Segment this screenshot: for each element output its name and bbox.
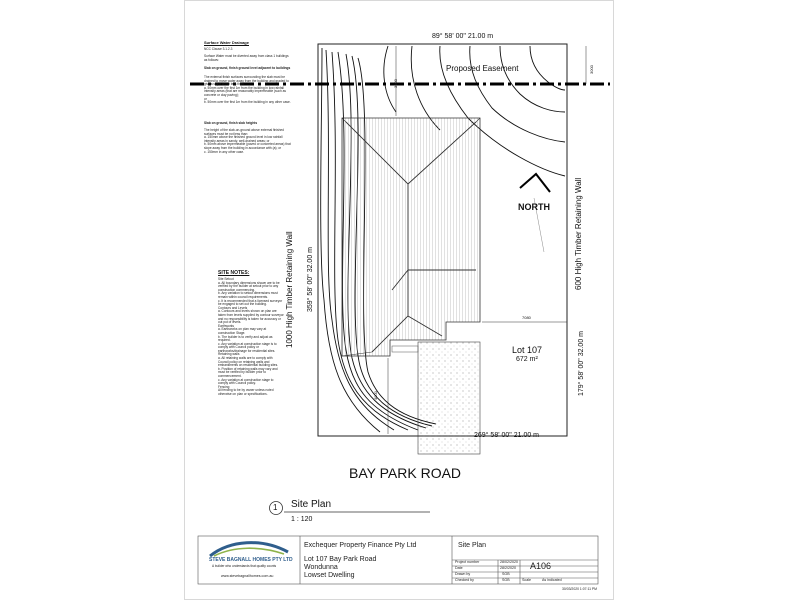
- drainage-title: Surface Water Drainage: [204, 40, 249, 45]
- address-line-1: Lot 107 Bay Park Road: [304, 556, 377, 563]
- site-notes-body: Site Setout a. All boundary dimensions shown are to be verified by the builder at setout prior to any construction commencing. b. Any variation to setout dimensions must remain within council requirements. c. It is recommended that a licensed surveyor be engaged to set out the building. Contours and Levels a. Contours and levels shown on plan are taken from levels supplied by contour surveyor and no responsibility is taken for accuracy or out put of levels. Earthworks a. Earthworks on plan may vary at construction Stage. b. The builder is to verify and adjust as required. c. Any variation at construction stage is to comply with Council policy or earthworks/drainage for residential sites. Retaining walls a. All retaining walls are to comply with Council policy on retaining walls and embankments on residential building sites. b. Position of retaining walls may vary and must be verified by builder prior to commencement. c. Any variation at construction stage to comply with Council policy. Fencing All fencing to be by owner unless noted otherwise on plan or specifications.: [218, 277, 284, 396]
- dwelling-type: Lowset Dwelling: [304, 572, 355, 579]
- north-label: NORTH: [518, 202, 550, 212]
- project-number-label: Project number: [455, 560, 480, 564]
- address-line-2: Wondunna: [304, 564, 338, 571]
- lot-label: Lot 107: [512, 345, 543, 355]
- dim-right: 7080: [522, 315, 531, 320]
- project-number: 28/02/2020: [500, 560, 518, 564]
- view-number: 1: [273, 503, 278, 512]
- road-label: BAY PARK ROAD: [349, 465, 462, 481]
- easement-label: Proposed Easement: [446, 64, 519, 73]
- company-logo: [210, 543, 288, 556]
- sheet-title: Site Plan: [458, 542, 487, 549]
- north-arrow: [520, 174, 550, 192]
- site-notes-title: SITE NOTES:: [218, 270, 250, 276]
- slab-height-body: The height of the slab-on-ground above external finished surfaces must be not less than: a. 150mm above the finished ground level in low rainfall intensity areas in sandy, well-drained areas; or b. 50mm above impermeable (paved or concreted areas) that slope away from the building in accordance with (a); or c. 150mm in any other case.: [204, 128, 291, 154]
- company-name: STEVE BAGNALL HOMES PTY LTD: [209, 557, 293, 563]
- drainage-body: Surface Water must be diverted away from class 1 buildings as follows:: [204, 54, 289, 62]
- left-wall-label: 1000 High Timber Retaining Wall: [285, 231, 294, 348]
- slab-ground-body: The external finish surfaces surrounding the slab must be drained to move water away from the building and graded to give a slope of not less than: a. 50mm over the first 1m from the building in low rainfall intensity areas (that are reasonably impermeable (such as concrete or clay paving); or b. 50mm over the first 1m from the building in any other case.: [204, 75, 291, 105]
- right-boundary-label: 179° 58' 00" 32.00 m: [578, 331, 585, 396]
- area-label: 672 m²: [516, 356, 538, 363]
- slab-ground-title: Slab on ground, finish ground level adjacent to buildings: [204, 66, 291, 70]
- top-boundary-label: 89° 58' 00" 21.00 m: [432, 33, 494, 40]
- right-wall-label: 600 High Timber Retaining Wall: [574, 177, 583, 290]
- dim-top-right: 3000: [589, 65, 594, 74]
- company-website: www.stevebagnallhomes.com.au: [221, 574, 274, 578]
- drainage-ref: NCC Clause 3.1.2.3: [204, 47, 233, 51]
- checked-label: Checked by: [455, 578, 474, 582]
- client-name: Exchequer Property Finance Pty Ltd: [304, 542, 417, 549]
- drawn-by: SGB: [502, 572, 510, 576]
- dim-top-left: 3000: [393, 79, 398, 88]
- scale-value: As indicated: [542, 578, 562, 582]
- left-boundary-label: 359° 58' 00" 32.00 m: [307, 247, 314, 312]
- sheet-number: A106: [530, 561, 552, 571]
- house-footprint: [342, 118, 480, 356]
- driveway: [418, 342, 480, 454]
- company-tagline: A builder who understands that quality counts: [212, 564, 277, 568]
- date: 28/2/2020: [500, 566, 516, 570]
- print-timestamp: 30/03/2020 1:07:11 PM: [562, 587, 598, 591]
- checked-by: SGB: [502, 578, 510, 582]
- scale-label: Scale: [522, 578, 531, 582]
- drawn-label: Drawn by: [455, 572, 471, 576]
- date-label: Date: [455, 566, 463, 570]
- bottom-boundary-label: 269° 58' 00" 21.00 m: [474, 432, 539, 439]
- view-scale: 1 : 120: [291, 516, 313, 523]
- slab-height-title: Slab on ground, finish slab heights: [204, 121, 258, 125]
- view-title: Site Plan: [291, 499, 332, 510]
- dim-bottom: 4000: [373, 391, 378, 400]
